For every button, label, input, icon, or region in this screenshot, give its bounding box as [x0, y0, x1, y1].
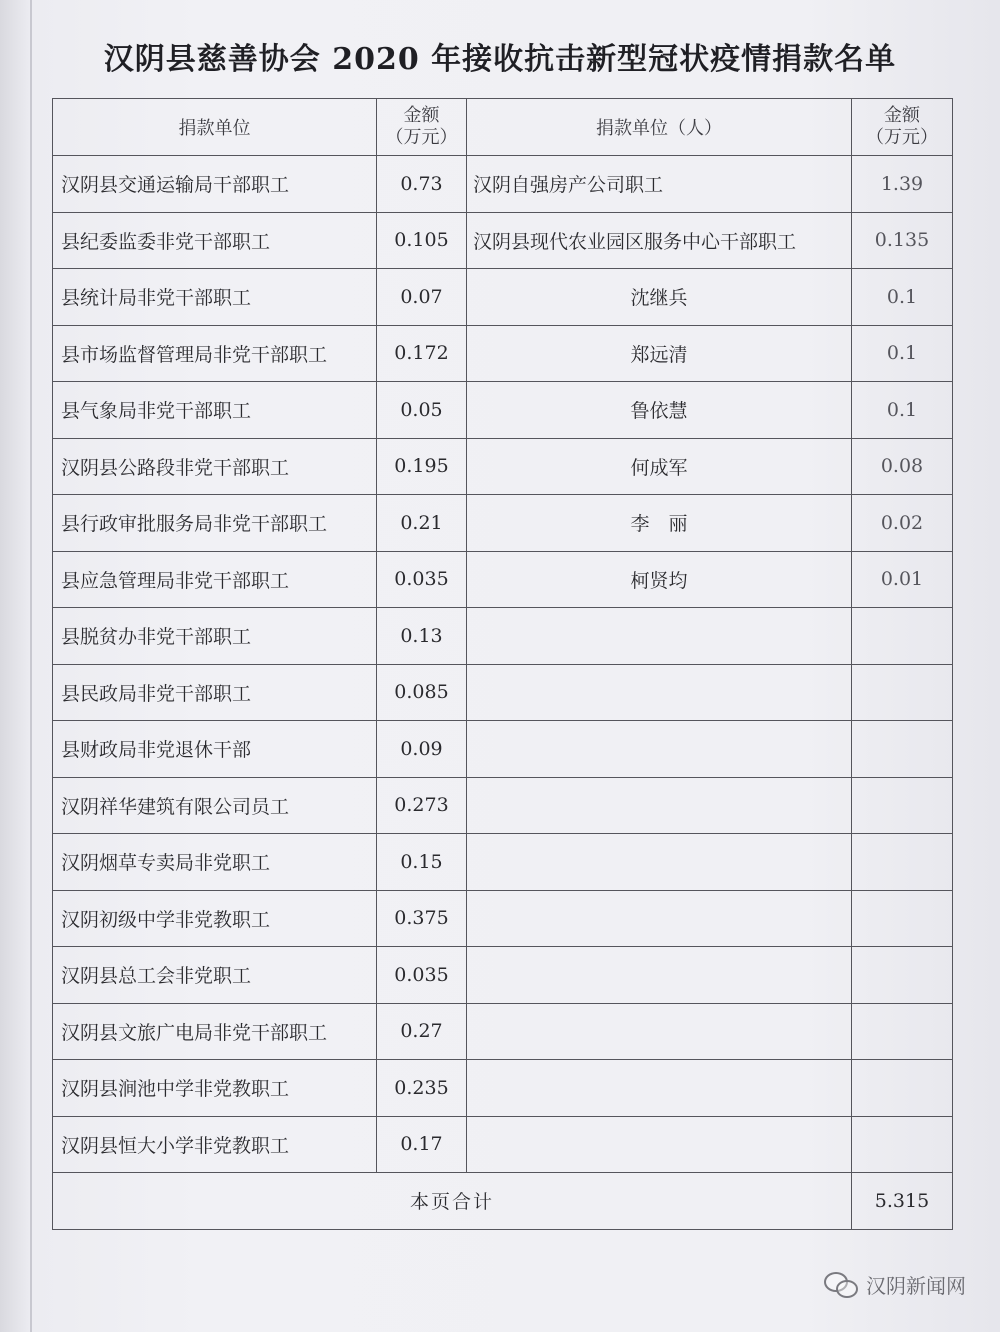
donor-unit: 县统计局非党干部职工	[53, 269, 377, 326]
table-row	[53, 325, 953, 382]
donation-amount: 0.235	[377, 1060, 467, 1117]
donor-unit: 县应急管理局非党干部职工	[53, 551, 377, 608]
donation-amount: 0.09	[377, 721, 467, 778]
donor-unit-2: 郑远清	[467, 325, 852, 382]
donor-unit: 县纪委监委非党干部职工	[53, 212, 377, 269]
table-row	[53, 1003, 953, 1060]
page-fold	[30, 0, 32, 1332]
wechat-icon	[824, 1272, 858, 1298]
donation-amount-2: 0.08	[852, 438, 953, 495]
donation-amount: 0.73	[377, 156, 467, 213]
donation-amount-2	[852, 947, 953, 1004]
donation-amount-2	[852, 1003, 953, 1060]
total-row	[53, 1173, 953, 1230]
donation-amount-2: 0.1	[852, 269, 953, 326]
donor-unit: 汉阴县交通运输局干部职工	[53, 156, 377, 213]
table-row	[53, 156, 953, 213]
header-unit-person: 捐款单位（人）	[467, 99, 852, 156]
table-row	[53, 551, 953, 608]
donor-unit: 汉阴县文旅广电局非党干部职工	[53, 1003, 377, 1060]
donor-unit-2	[467, 834, 852, 891]
watermark	[824, 1270, 966, 1299]
table-row	[53, 1116, 953, 1173]
donation-amount: 0.273	[377, 777, 467, 834]
donation-amount: 0.05	[377, 382, 467, 439]
donor-unit-2	[467, 890, 852, 947]
table-row	[53, 438, 953, 495]
donation-amount-2	[852, 1116, 953, 1173]
donation-amount: 0.035	[377, 551, 467, 608]
table-row	[53, 495, 953, 552]
donation-amount: 0.07	[377, 269, 467, 326]
donor-unit: 汉阴烟草专卖局非党职工	[53, 834, 377, 891]
donor-unit-2: 李 丽	[467, 495, 852, 552]
donation-amount-2	[852, 777, 953, 834]
table-row	[53, 890, 953, 947]
donation-amount: 0.085	[377, 664, 467, 721]
donor-unit: 县民政局非党干部职工	[53, 664, 377, 721]
header-unit: 捐款单位	[53, 99, 377, 156]
donor-unit-2: 汉阴县现代农业园区服务中心干部职工	[467, 212, 852, 269]
donor-unit-2: 汉阴自强房产公司职工	[467, 156, 852, 213]
donation-amount-2: 0.02	[852, 495, 953, 552]
donation-amount-2: 0.01	[852, 551, 953, 608]
donation-amount-2	[852, 890, 953, 947]
donation-amount-2: 1.39	[852, 156, 953, 213]
donor-unit-2	[467, 608, 852, 665]
donation-amount: 0.035	[377, 947, 467, 1004]
donor-unit: 汉阴县总工会非党职工	[53, 947, 377, 1004]
donation-amount: 0.15	[377, 834, 467, 891]
table-row	[53, 382, 953, 439]
donation-amount-2	[852, 721, 953, 778]
donor-unit-2	[467, 1060, 852, 1117]
donation-amount: 0.21	[377, 495, 467, 552]
donor-unit-2	[467, 721, 852, 778]
table-row	[53, 269, 953, 326]
donor-unit-2: 沈继兵	[467, 269, 852, 326]
donor-unit: 县财政局非党退休干部	[53, 721, 377, 778]
table-row	[53, 947, 953, 1004]
watermark-text: 汉阴新闻网	[866, 1274, 966, 1298]
table-row	[53, 664, 953, 721]
donor-unit-2	[467, 947, 852, 1004]
donor-unit: 县脱贫办非党干部职工	[53, 608, 377, 665]
table-header-row	[53, 99, 953, 156]
header-amount: 金额 （万元）	[377, 99, 467, 156]
donation-amount: 0.172	[377, 325, 467, 382]
donor-unit: 汉阴县涧池中学非党教职工	[53, 1060, 377, 1117]
donor-unit: 汉阴县公路段非党干部职工	[53, 438, 377, 495]
donor-unit: 汉阴初级中学非党教职工	[53, 890, 377, 947]
donation-amount: 0.13	[377, 608, 467, 665]
donation-table	[52, 98, 953, 1230]
donor-unit: 县行政审批服务局非党干部职工	[53, 495, 377, 552]
table-row	[53, 834, 953, 891]
donation-amount-2	[852, 608, 953, 665]
donor-unit: 县市场监督管理局非党干部职工	[53, 325, 377, 382]
page-title: 汉阴县慈善协会 2020 年接收抗击新型冠状疫情捐款名单	[103, 42, 897, 77]
donor-unit-2: 柯贤均	[467, 551, 852, 608]
donation-amount: 0.105	[377, 212, 467, 269]
donor-unit: 汉阴县恒大小学非党教职工	[53, 1116, 377, 1173]
donor-unit-2	[467, 777, 852, 834]
table-row	[53, 777, 953, 834]
table-row	[53, 1060, 953, 1117]
donation-amount: 0.27	[377, 1003, 467, 1060]
donation-amount-2	[852, 664, 953, 721]
donor-unit-2	[467, 1116, 852, 1173]
donation-amount-2	[852, 1060, 953, 1117]
donor-unit-2: 鲁依慧	[467, 382, 852, 439]
donation-amount: 0.195	[377, 438, 467, 495]
donor-unit-2	[467, 664, 852, 721]
table-row	[53, 608, 953, 665]
donor-unit-2: 何成军	[467, 438, 852, 495]
donor-unit: 县气象局非党干部职工	[53, 382, 377, 439]
donor-unit: 汉阴祥华建筑有限公司员工	[53, 777, 377, 834]
donation-amount-2: 0.135	[852, 212, 953, 269]
header-amount-2: 金额 （万元）	[852, 99, 953, 156]
donation-amount-2: 0.1	[852, 382, 953, 439]
donation-amount: 0.375	[377, 890, 467, 947]
donation-amount: 0.17	[377, 1116, 467, 1173]
table-row	[53, 212, 953, 269]
table-row	[53, 721, 953, 778]
donation-amount-2: 0.1	[852, 325, 953, 382]
total-amount: 5.315	[852, 1173, 953, 1230]
donor-unit-2	[467, 1003, 852, 1060]
total-label: 本页合计	[53, 1173, 852, 1230]
donation-amount-2	[852, 834, 953, 891]
